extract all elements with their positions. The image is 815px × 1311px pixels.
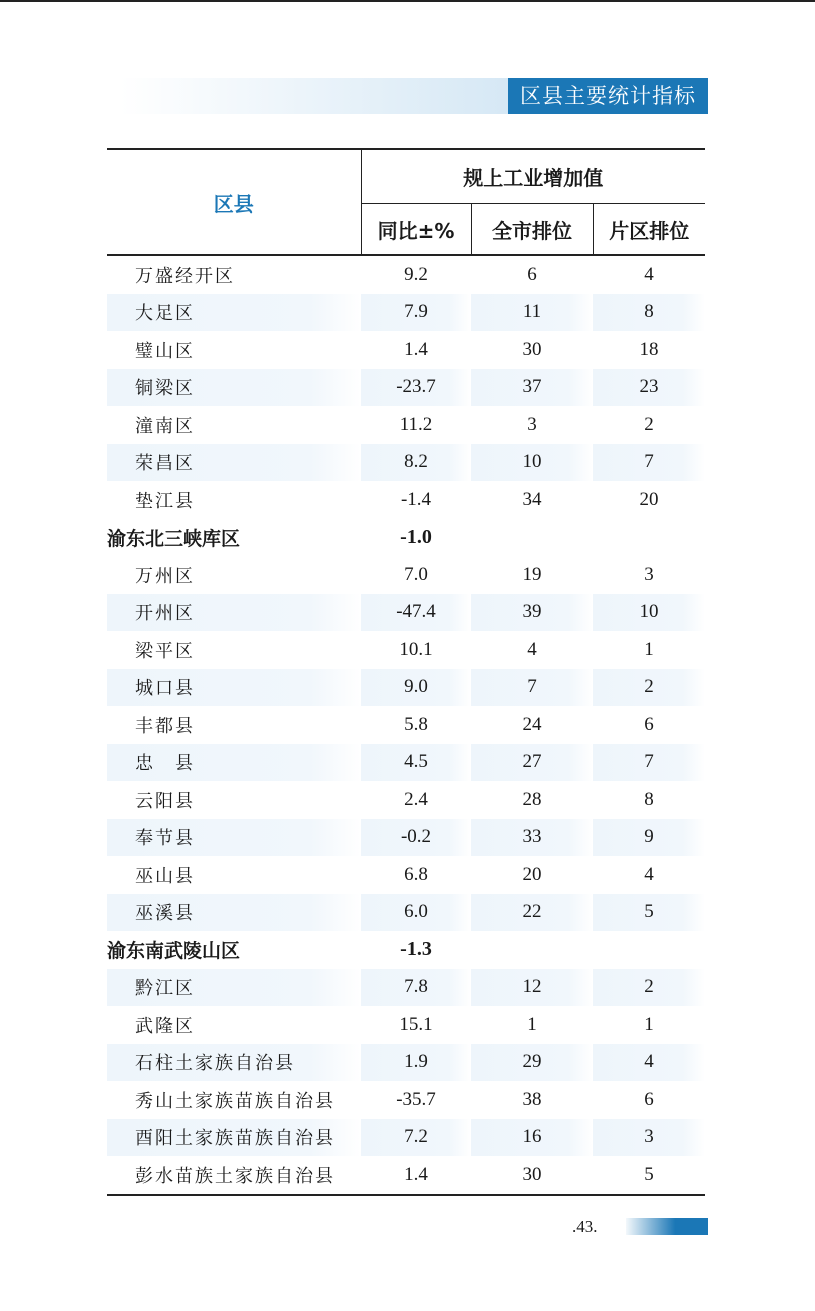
city-rank-cell: 30	[522, 338, 542, 360]
yoy-cell: 9.0	[361, 669, 471, 707]
table-row	[107, 444, 705, 482]
region-name-cell: 潼南区	[135, 415, 195, 437]
region-name-cell: 万州区	[135, 565, 195, 587]
area-rank-cell: 8	[593, 294, 705, 332]
city-rank-cell: 27	[471, 744, 593, 782]
table-row	[107, 744, 705, 782]
region-name-cell: 渝东北三峡库区	[107, 527, 241, 550]
page-number: .43.	[572, 1217, 598, 1236]
region-name-cell: 奉节县	[107, 819, 361, 857]
table-row	[107, 331, 705, 369]
city-rank-column-header: 全市排位	[471, 204, 593, 256]
city-rank-cell: 3	[527, 413, 537, 435]
region-name-cell: 丰都县	[135, 715, 195, 737]
area-rank-column-header: 片区排位	[593, 204, 705, 256]
table-row	[107, 556, 705, 594]
city-rank-cell: 12	[471, 969, 593, 1007]
yoy-cell: 2.4	[404, 788, 428, 810]
city-rank-cell: 22	[471, 894, 593, 932]
yoy-column-header: 同比±%	[361, 204, 471, 256]
city-rank-cell: 29	[471, 1044, 593, 1082]
area-rank-cell	[593, 519, 705, 557]
region-name-cell: 巫溪县	[107, 894, 361, 932]
top-rule	[0, 0, 815, 2]
table-row	[107, 1044, 705, 1082]
yoy-cell: 1.4	[404, 338, 428, 360]
yoy-cell: -23.7	[361, 369, 471, 407]
table-row	[107, 669, 705, 707]
city-rank-cell: 38	[522, 1088, 542, 1110]
region-name-cell: 荣昌区	[107, 444, 361, 482]
area-rank-cell: 9	[593, 819, 705, 857]
area-rank-cell: 5	[593, 1156, 705, 1195]
table-row	[107, 255, 705, 294]
city-rank-cell: 10	[471, 444, 593, 482]
area-rank-cell: 3	[644, 563, 654, 585]
region-name-cell: 武隆区	[135, 1015, 195, 1037]
area-rank-cell: 5	[593, 894, 705, 932]
region-name-cell: 开州区	[107, 594, 361, 632]
area-rank-cell: 4	[644, 863, 654, 885]
city-rank-cell: 6	[527, 263, 537, 285]
yoy-cell: 7.8	[361, 969, 471, 1007]
region-name-cell: 彭水苗族土家族自治县	[107, 1156, 361, 1195]
city-rank-cell: 7	[471, 669, 593, 707]
area-rank-cell: 10	[593, 594, 705, 632]
yoy-cell: 6.0	[361, 894, 471, 932]
yoy-cell: -0.2	[361, 819, 471, 857]
yoy-cell: 6.8	[404, 863, 428, 885]
industry-value-group-header: 规上工业增加值	[361, 149, 705, 204]
area-rank-cell: 1	[644, 638, 654, 660]
area-rank-cell: 2	[593, 969, 705, 1007]
table-body	[107, 255, 705, 1195]
header-gradient-band	[120, 78, 508, 114]
area-rank-cell: 18	[639, 338, 659, 360]
area-rank-cell: 4	[593, 1044, 705, 1082]
city-rank-cell: 39	[471, 594, 593, 632]
area-rank-cell	[593, 931, 705, 969]
stats-table	[107, 148, 705, 1196]
yoy-cell: 7.2	[361, 1119, 471, 1157]
yoy-cell: -1.4	[400, 488, 432, 510]
region-name-cell: 云阳县	[135, 790, 195, 812]
city-rank-cell: 11	[471, 294, 593, 332]
table-row	[107, 969, 705, 1007]
yoy-cell: -47.4	[361, 594, 471, 632]
region-name-cell: 秀山土家族苗族自治县	[135, 1090, 335, 1112]
region-name-cell: 铜梁区	[107, 369, 361, 407]
region-name-cell: 酉阳土家族苗族自治县	[107, 1119, 361, 1157]
area-rank-cell: 7	[593, 744, 705, 782]
footer-gradient-band	[626, 1218, 708, 1235]
region-name-cell: 巫山县	[135, 865, 195, 887]
region-name-cell: 城口县	[107, 669, 361, 707]
city-rank-cell: 19	[522, 563, 542, 585]
region-column-header: 区县	[107, 149, 361, 255]
table-row	[107, 406, 705, 444]
table-row	[107, 819, 705, 857]
group-row	[107, 519, 705, 557]
yoy-cell: 8.2	[361, 444, 471, 482]
table-row	[107, 1006, 705, 1044]
yoy-cell: 15.1	[399, 1013, 433, 1035]
table-row	[107, 1156, 705, 1195]
city-rank-cell: 4	[527, 638, 537, 660]
area-rank-cell: 1	[644, 1013, 654, 1035]
region-name-cell: 渝东南武陵山区	[107, 940, 241, 963]
city-rank-cell: 37	[471, 369, 593, 407]
yoy-cell: 1.4	[361, 1156, 471, 1195]
area-rank-cell: 20	[639, 488, 659, 510]
region-name-cell: 璧山区	[135, 340, 195, 362]
region-name-cell: 垫江县	[135, 490, 195, 512]
area-rank-cell: 8	[644, 788, 654, 810]
table-row	[107, 1081, 705, 1119]
area-rank-cell: 2	[644, 413, 654, 435]
area-rank-cell: 4	[644, 263, 654, 285]
area-rank-cell: 2	[593, 669, 705, 707]
area-rank-cell: 23	[593, 369, 705, 407]
table-row	[107, 369, 705, 407]
yoy-cell: 7.0	[404, 563, 428, 585]
table-row	[107, 631, 705, 669]
city-rank-cell: 30	[471, 1156, 593, 1195]
city-rank-cell: 24	[522, 713, 542, 735]
area-rank-cell: 6	[644, 713, 654, 735]
city-rank-cell: 28	[522, 788, 542, 810]
area-rank-cell: 7	[593, 444, 705, 482]
region-name-cell: 忠 县	[107, 744, 361, 782]
yoy-cell: 10.1	[399, 638, 433, 660]
section-title: 区县主要统计指标	[508, 78, 708, 114]
region-name-cell: 石柱土家族自治县	[107, 1044, 361, 1082]
group-row	[107, 931, 705, 969]
table-row	[107, 894, 705, 932]
table-row	[107, 856, 705, 894]
yoy-cell: 11.2	[399, 413, 433, 435]
table-row	[107, 481, 705, 519]
city-rank-cell: 16	[471, 1119, 593, 1157]
region-name-cell: 梁平区	[135, 640, 195, 662]
yoy-cell: -35.7	[396, 1088, 436, 1110]
city-rank-cell: 1	[527, 1013, 537, 1035]
city-rank-cell: 20	[522, 863, 542, 885]
region-name-cell: 黔江区	[107, 969, 361, 1007]
yoy-cell: 5.8	[404, 713, 428, 735]
area-rank-cell: 3	[593, 1119, 705, 1157]
yoy-cell: 9.2	[404, 263, 428, 285]
city-rank-cell: 34	[522, 488, 542, 510]
yoy-cell: -1.0	[400, 525, 432, 548]
city-rank-cell	[471, 519, 593, 557]
area-rank-cell: 6	[644, 1088, 654, 1110]
city-rank-cell: 33	[471, 819, 593, 857]
region-name-cell: 万盛经开区	[135, 265, 235, 287]
table-row	[107, 781, 705, 819]
yoy-cell: 1.9	[361, 1044, 471, 1082]
table-row	[107, 1119, 705, 1157]
yoy-cell: -1.3	[400, 938, 432, 961]
yoy-cell: 7.9	[361, 294, 471, 332]
city-rank-cell	[471, 931, 593, 969]
table-row	[107, 706, 705, 744]
table-row	[107, 594, 705, 632]
region-name-cell: 大足区	[107, 294, 361, 332]
yoy-cell: 4.5	[361, 744, 471, 782]
table-row	[107, 294, 705, 332]
